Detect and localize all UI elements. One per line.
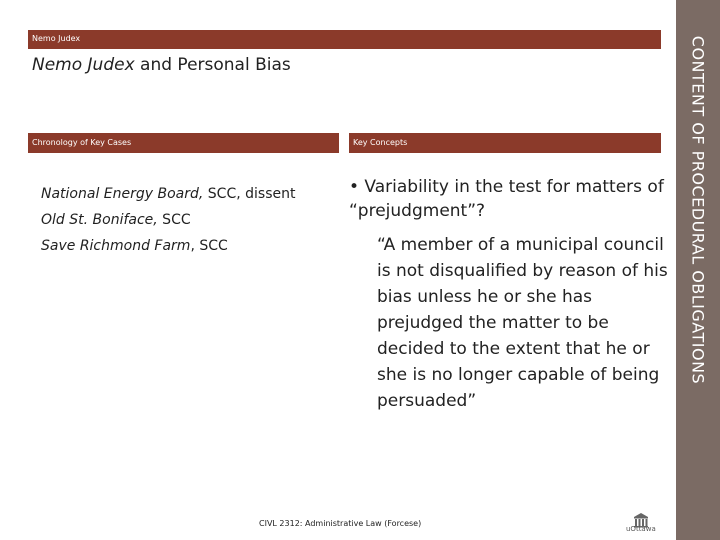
left-column-header — [28, 133, 339, 153]
logo-label: uOttawa — [626, 525, 656, 533]
key-concept-text: Variability in the test for matters of “prejudgment”? — [349, 177, 664, 221]
case-name: National Energy Board, — [41, 186, 204, 202]
case-court: SCC — [157, 212, 191, 228]
case-item — [41, 233, 295, 259]
header-bar — [28, 30, 661, 49]
footer-text: CIVL 2312: Administrative Law (Forcese) — [259, 519, 422, 528]
case-court: , SCC — [190, 238, 228, 254]
key-concept-bullet — [349, 175, 669, 223]
case-name: Old St. Boniface, — [41, 212, 158, 228]
slide-title-italic: Nemo Judex — [32, 55, 135, 75]
key-concept-quote: “A member of a municipal council is not disqualified by reason of his bias unless he or she has prejudged the matter to be decided to the extent that he or she is no longer capable of being persuaded” — [377, 235, 668, 411]
case-name: Save Richmond Farm — [41, 238, 191, 254]
right-column-header — [349, 133, 661, 153]
right-column-header-label: Key Concepts — [353, 138, 408, 147]
case-list — [41, 181, 295, 259]
slide-title-rest: and Personal Bias — [134, 55, 291, 75]
vertical-title: CONTENT OF PROCEDURAL OBLIGATIONS — [688, 35, 708, 385]
left-column-header-label: Chronology of Key Cases — [32, 138, 132, 147]
header-label: Nemo Judex — [32, 34, 81, 43]
case-item — [41, 207, 295, 233]
bullet-icon: • — [349, 177, 360, 197]
case-court: SCC, dissent — [203, 186, 296, 202]
slide-title — [32, 55, 291, 75]
case-item — [41, 181, 295, 207]
